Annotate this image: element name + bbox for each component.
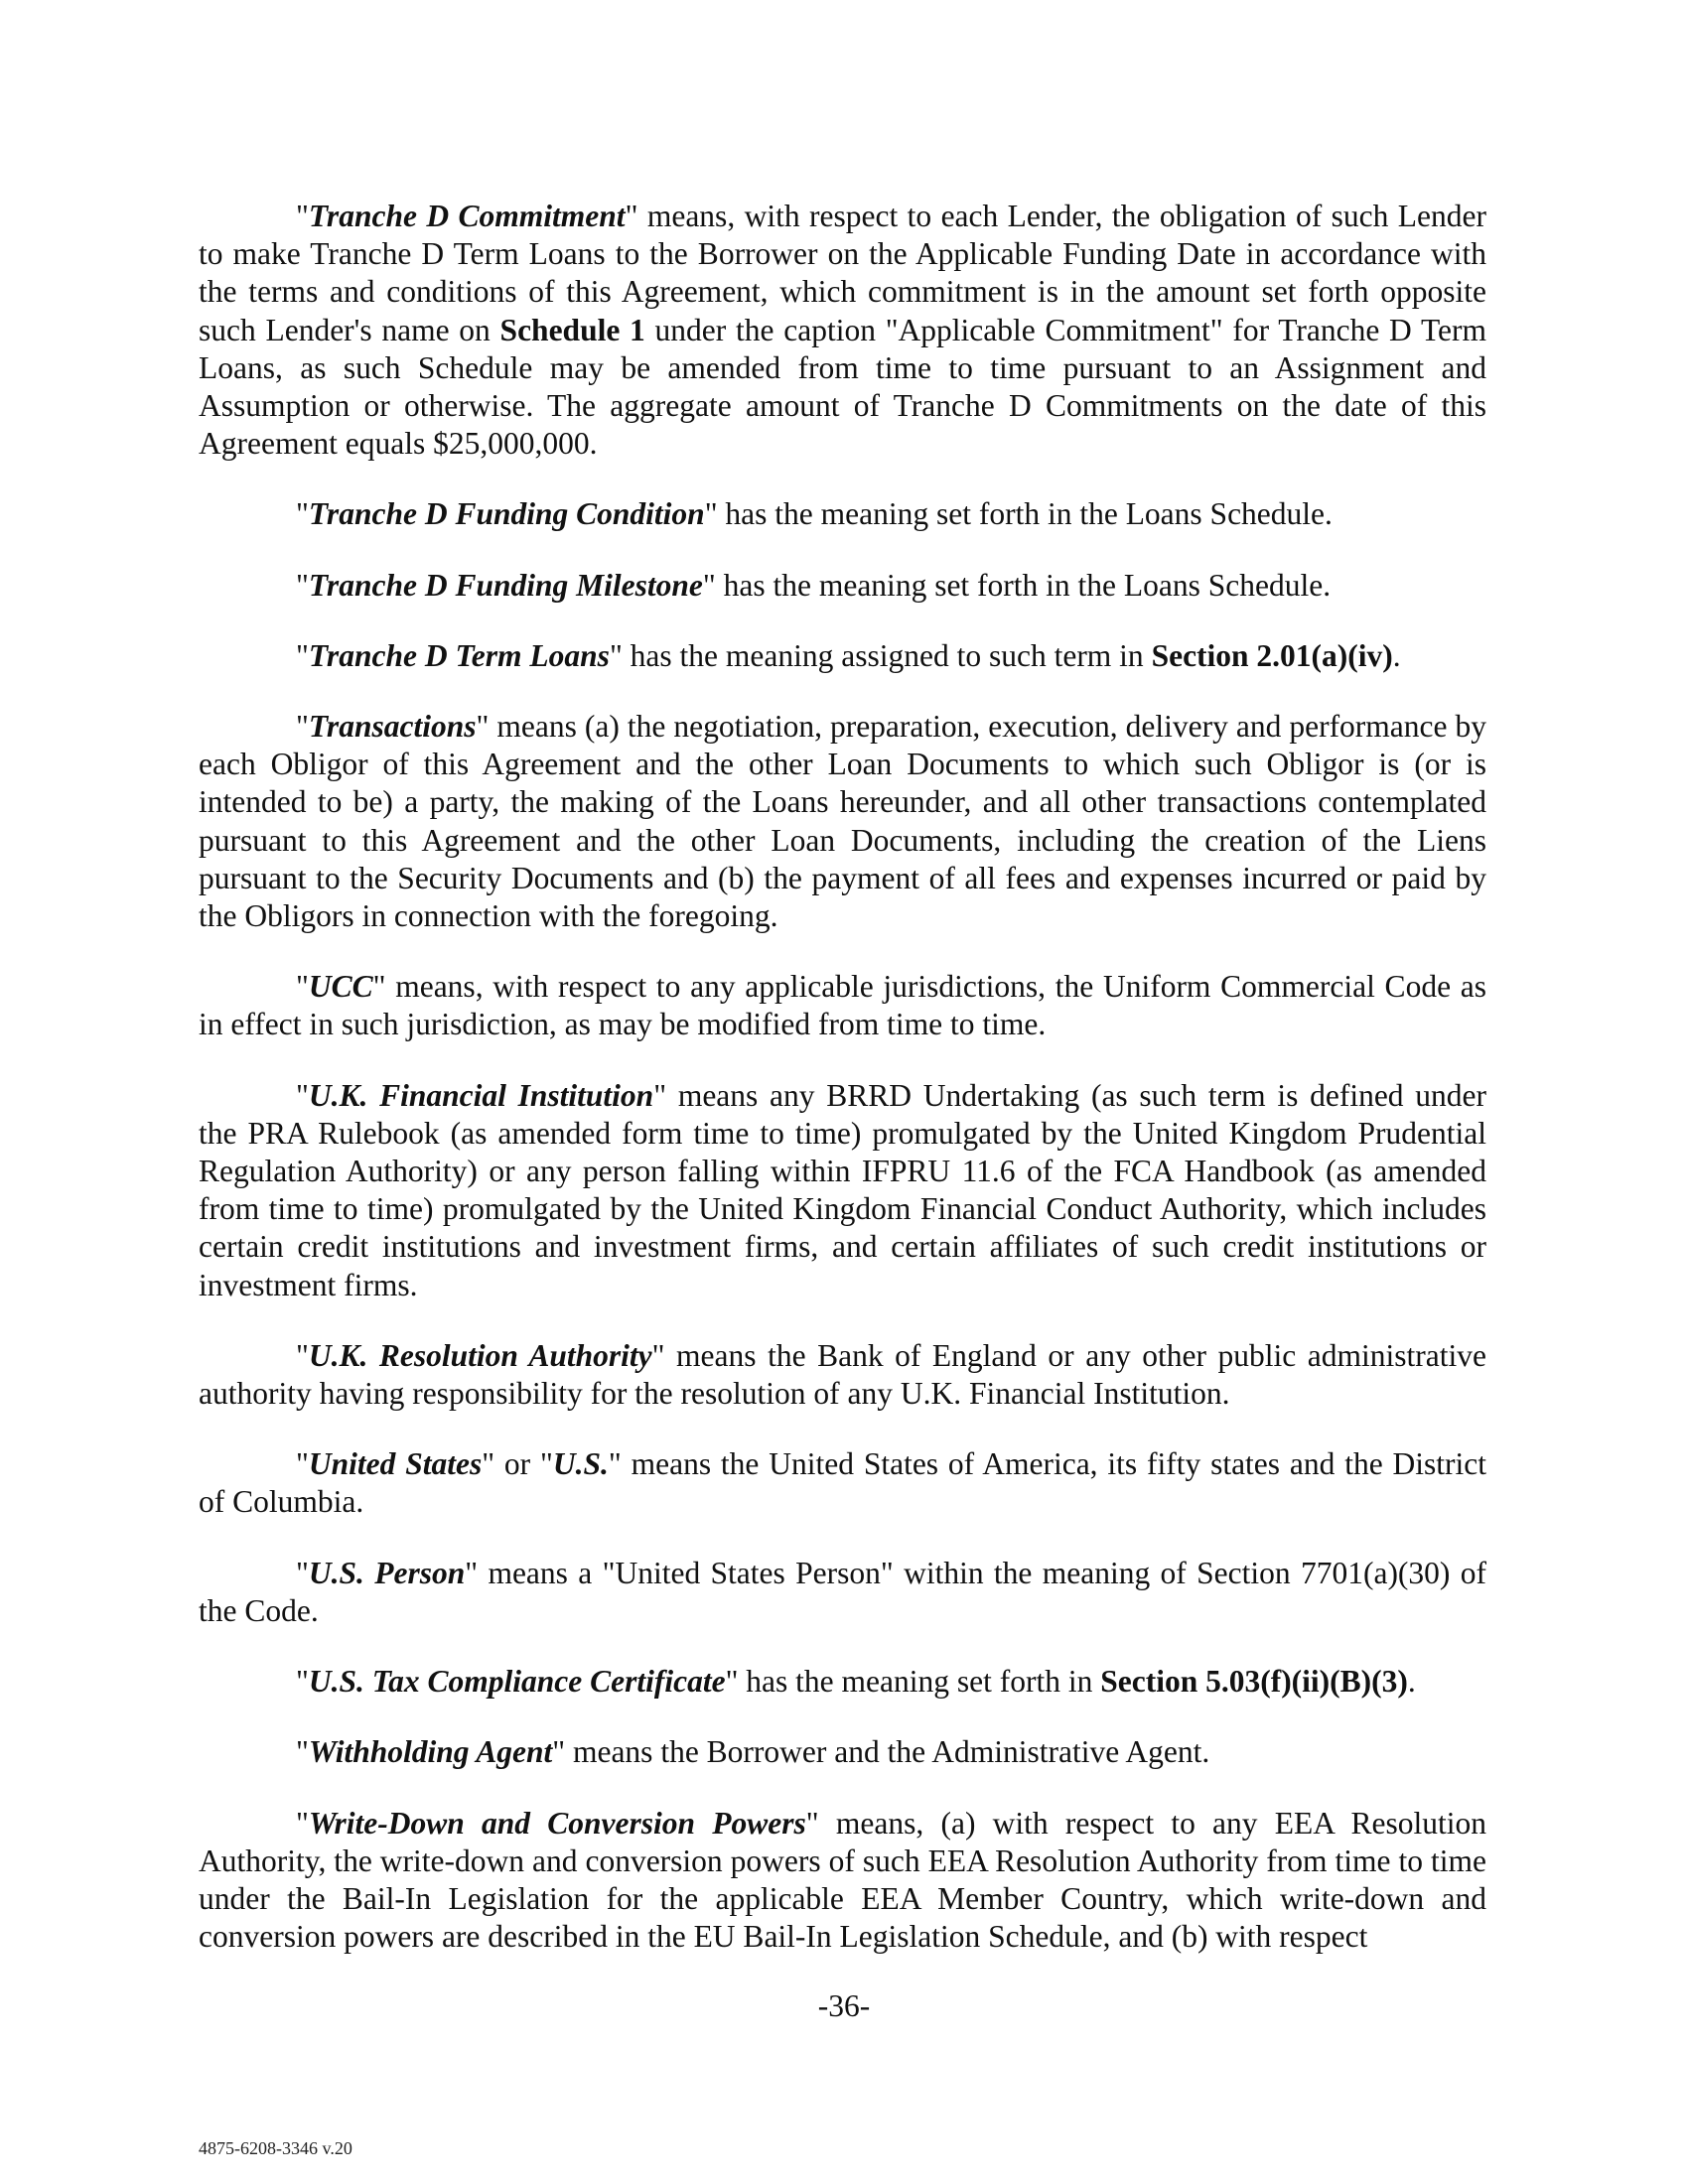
- definition-text: has the meaning set forth in the Loans Schedule.: [725, 496, 1333, 532]
- defined-term: Write-Down and Conversion Powers: [308, 1805, 806, 1841]
- definition-withholding-agent: "Withholding Agent" means the Borrower and the Administrative Agent.: [296, 1734, 1210, 1770]
- defined-term: Tranche D Commitment: [308, 199, 626, 233]
- defined-term: Tranche D Funding Condition: [308, 496, 705, 532]
- section-reference: Section 2.01(a)(iv): [1151, 637, 1393, 673]
- defined-term: U.S. Tax Compliance Certificate: [308, 1664, 726, 1700]
- term-connector: or: [503, 1446, 531, 1482]
- defined-term: Tranche D Funding Milestone: [308, 567, 703, 603]
- definition-text: means, with respect to each Lender, the obligation of such Lender to make Tranche D Term Loans to the Borrower on the Applicable Funding Date in accordance with the terms and conditions of this Agreement, which commitment is in the amount set forth opposite such Lender's name on: [199, 199, 1486, 347]
- defined-term: United States: [308, 1446, 483, 1482]
- definition-united-states: "United States" or "U.S." means the United States of America, its fifty states and the District of Columbia.: [199, 1446, 1487, 1520]
- definition-ucc: "UCC" means, with respect to any applicable jurisdictions, the Uniform Commercial Code as in effect in such jurisdiction, as may be modified from time to time.: [199, 969, 1486, 1042]
- defined-term: Withholding Agent: [308, 1734, 553, 1770]
- definition-text: means the United States of America, its fifty states and the District of Columbia.: [199, 1446, 1487, 1520]
- definition-transactions: "Transactions" means (a) the negotiation, preparation, execution, delivery and performance by each Obligor of this Agreement and the other Loan Documents to which such Obligor is (or is intended to be) a party, the making of the Loans hereunder, and all other transactions contemplated pursuant to this Agreement and the other Loan Documents, including the creation of the Liens pursuant to the Security Documents and (b) the payment of all fees and expenses incurred or paid by the Obligors in connection with the foregoing.: [199, 709, 1487, 934]
- definition-tranche-d-commitment: "Tranche D Commitment" means, with respect to each Lender, the obligation of such Lender to make Tranche D Term Loans to the Borrower on the Applicable Funding Date in accordance with the terms and conditions of this Agreement, which commitment is in the amount set forth opposite such Lender's name on Schedule 1 under the caption "Applicable Commitment" for Tranche D Term Loans, as such Schedule may be amended from time to time pursuant to an Assignment and Assumption or otherwise. The aggregate amount of Tranche D Commitments on the date of this Agreement equals $25,000,000.: [199, 199, 1486, 462]
- definition-text: means, with respect to any applicable jurisdictions, the Uniform Commercial Code as in effect in such jurisdiction, as may be modified from time to time.: [199, 969, 1486, 1042]
- definition-tranche-d-funding-milestone: "Tranche D Funding Milestone" has the meaning set forth in the Loans Schedule.: [296, 567, 1332, 603]
- definition-us-tax-compliance-certificate: "U.S. Tax Compliance Certificate" has the meaning set forth in Section 5.03(f)(ii)(B)(3).: [296, 1664, 1416, 1700]
- definition-tranche-d-term-loans: "Tranche D Term Loans" has the meaning assigned to such term in Section 2.01(a)(iv).: [296, 637, 1401, 673]
- definition-text: means a "United States Person" within the meaning of Section 7701(a)(30) of the Code.: [199, 1555, 1486, 1628]
- definition-text: means, (a) with respect to any EEA Resolution Authority, the write-down and conversion powers of such EEA Resolution Authority from time to time under the Bail-In Legislation for the applicable EEA Member Country, which write-down and conversion powers are described in the EU Bail-In Legislation Schedule, and (b) with respect: [199, 1805, 1486, 1955]
- defined-term: Tranche D Term Loans: [308, 637, 610, 673]
- section-reference: Schedule 1: [499, 312, 645, 347]
- definition-text-end: .: [1407, 1664, 1416, 1700]
- definition-uk-financial-institution: "U.K. Financial Institution" means any BRRD Undertaking (as such term is defined under the PRA Rulebook (as amended form time to time) promulgated by the United Kingdom Prudential Regulation Authority) or any person falling within IFPRU 11.6 of the FCA Handbook (as amended from time to time) promulgated by the United Kingdom Financial Conduct Authority, which includes certain credit institutions and investment firms, and certain affiliates of such credit institutions or investment firms.: [199, 1077, 1487, 1302]
- definition-write-down-and-conversion-powers: "Write-Down and Conversion Powers" means, (a) with respect to any EEA Resolution Authority, the write-down and conversion powers of such EEA Resolution Authority from time to time under the Bail-In Legislation for the applicable EEA Member Country, which write-down and conversion powers are described in the EU Bail-In Legislation Schedule, and (b) with respect: [199, 1805, 1486, 1955]
- definition-text: means the Bank of England or any other public administrative authority having responsibility for the resolution of any U.K. Financial Institution.: [199, 1337, 1486, 1412]
- definition-us-person: "U.S. Person" means a "United States Person" within the meaning of Section 7701(a)(30) of the Code.: [199, 1555, 1486, 1628]
- definition-text: has the meaning set forth in: [746, 1664, 1101, 1700]
- document-id: 4875-6208-3346 v.20: [199, 2138, 352, 2158]
- definition-text: means (a) the negotiation, preparation, execution, delivery and performance by each Obligor of this Agreement and the other Loan Documents to which such Obligor is (or is intended to be) a party, the making of the Loans hereunder, and all other transactions contemplated pursuant to this Agreement and the other Loan Documents, including the creation of the Liens pursuant to the Security Documents and (b) the payment of all fees and expenses incurred or paid by the Obligors in connection with the foregoing.: [199, 709, 1487, 934]
- definitions-section: [199, 198, 1486, 1988]
- defined-term: U.K. Financial Institution: [308, 1077, 654, 1113]
- definition-text: under the caption "Applicable Commitment" for Tranche D Term Loans, as such Schedule may be amended from time to time pursuant to an Assignment and Assumption or otherwise. The aggregate amount of Tranche D Commitments on the date of this Agreement equals $25,000,000.: [199, 312, 1486, 462]
- definition-text: means any BRRD Undertaking (as such term is defined under the PRA Rulebook (as amended form time to time) promulgated by the United Kingdom Prudential Regulation Authority) or any person falling within IFPRU 11.6 of the FCA Handbook (as amended from time to time) promulgated by the United Kingdom Financial Conduct Authority, which includes certain credit institutions and investment firms, and certain affiliates of such credit institutions or investment firms.: [199, 1077, 1487, 1302]
- page-number: -36-: [817, 1988, 871, 2023]
- definition-text: has the meaning assigned to such term in: [630, 637, 1152, 673]
- defined-term-alias: U.S.: [552, 1446, 609, 1482]
- definition-text-end: .: [1392, 637, 1401, 673]
- definition-text: means the Borrower and the Administrative Agent.: [572, 1734, 1210, 1770]
- defined-term: Transactions: [308, 709, 477, 745]
- defined-term: U.K. Resolution Authority: [308, 1337, 652, 1373]
- section-reference: Section 5.03(f)(ii)(B)(3): [1100, 1664, 1408, 1700]
- defined-term: UCC: [308, 969, 373, 1005]
- definition-text: has the meaning set forth in the Loans Schedule.: [723, 567, 1332, 603]
- definition-uk-resolution-authority: "U.K. Resolution Authority" means the Bank of England or any other public administrative authority having responsibility for the resolution of any U.K. Financial Institution.: [199, 1337, 1486, 1412]
- defined-term: U.S. Person: [308, 1555, 466, 1590]
- definition-tranche-d-funding-condition: "Tranche D Funding Condition" has the meaning set forth in the Loans Schedule.: [296, 496, 1333, 532]
